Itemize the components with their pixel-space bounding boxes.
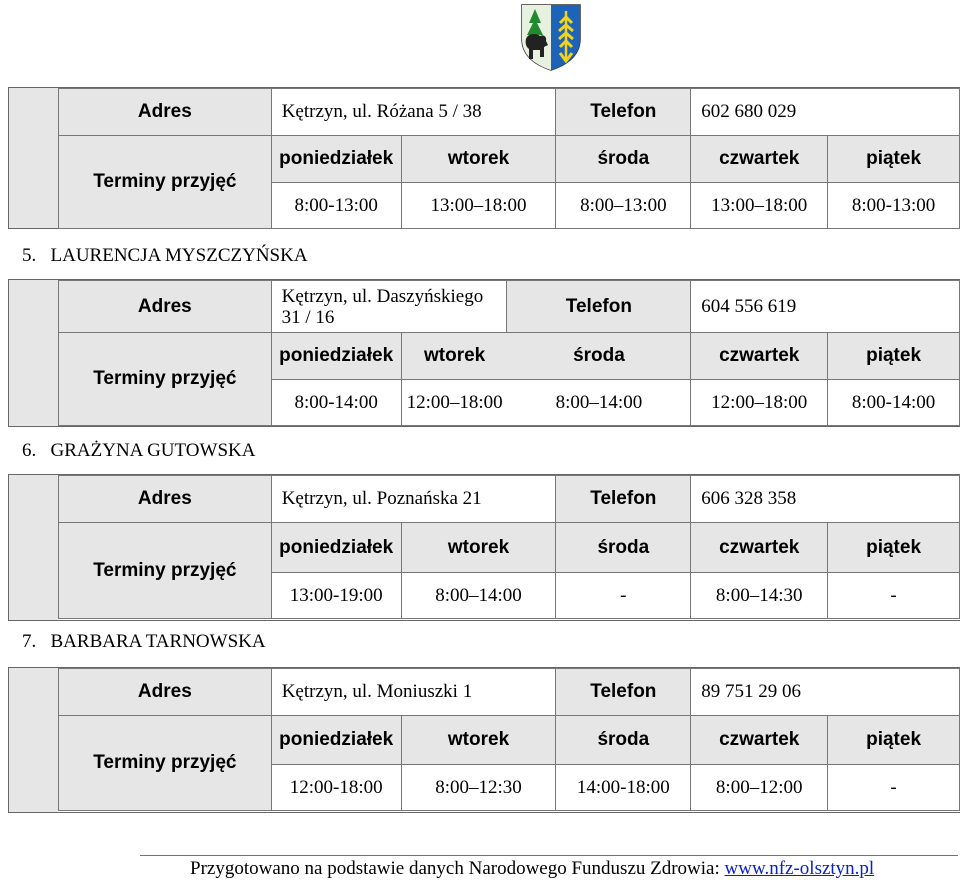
schedule-table xyxy=(58,668,960,811)
day-header xyxy=(401,333,691,380)
address-value: Kętrzyn, ul. Moniuszki 1 xyxy=(271,669,556,716)
day-header: środa xyxy=(556,136,691,183)
address-label: Adres xyxy=(59,476,272,523)
hours-label: Terminy przyjęć xyxy=(59,136,272,229)
hours-cell: 14:00-18:00 xyxy=(556,765,691,811)
hours-cell: 12:00-18:00 xyxy=(271,765,401,811)
hours-cell: 13:00–18:00 xyxy=(401,183,556,229)
hours-cell: 8:00-14:00 xyxy=(828,380,960,426)
footer-text: Przygotowano na podstawie danych Narodowego Funduszu Zdrowia: xyxy=(190,858,725,879)
hours-cell: 8:00–12:00 xyxy=(691,765,828,811)
day-header: piątek xyxy=(828,333,960,380)
hours-cell: 8:00–14:30 xyxy=(691,573,828,619)
hours-cell: 8:00-13:00 xyxy=(271,183,401,229)
schedule-table xyxy=(58,88,960,229)
person-heading xyxy=(22,245,308,267)
day-header: czwartek xyxy=(691,716,828,765)
hours-cell: 8:00–12:30 xyxy=(401,765,556,811)
address-value: Kętrzyn, ul. Różana 5 / 38 xyxy=(271,89,556,136)
phone-value: 89 751 29 06 xyxy=(691,669,960,716)
hours-cell: 12:00–18:00 xyxy=(691,380,828,426)
day-header-part: wtorek xyxy=(423,345,486,366)
hours-cell: 8:00-13:00 xyxy=(828,183,960,229)
hours-cell: 8:00–14:00 xyxy=(401,573,556,619)
hours-cell: 8:00-14:00 xyxy=(271,380,401,426)
hours-cell: - xyxy=(828,573,960,619)
address-line: 31 / 16 xyxy=(281,306,335,328)
address-line: Kętrzyn, ul. Daszyńskiego xyxy=(281,285,484,307)
footer-rule xyxy=(140,855,958,856)
person-number: 5. xyxy=(22,245,37,266)
hours-cell: 13:00-19:00 xyxy=(271,573,401,619)
hours-part: 12:00–18:00 xyxy=(406,391,503,413)
day-header: piątek xyxy=(828,523,960,573)
day-header: środa xyxy=(556,716,691,765)
coat-of-arms-icon xyxy=(520,3,582,71)
day-header: poniedziałek xyxy=(271,716,401,765)
day-header: środa xyxy=(556,523,691,573)
address-label: Adres xyxy=(59,281,272,333)
schedule-table xyxy=(58,280,960,426)
footer-link[interactable]: www.nfz-olsztyn.pl xyxy=(724,858,875,879)
doctor-block-2 xyxy=(8,279,960,427)
hours-cell: - xyxy=(828,765,960,811)
schedule-table xyxy=(58,475,960,619)
person-heading xyxy=(22,440,255,462)
hours-label: Terminy przyjęć xyxy=(59,333,272,426)
person-name: LAURENCJA MYSZCZYŃSKA xyxy=(50,245,308,266)
day-header: czwartek xyxy=(691,136,828,183)
day-header: czwartek xyxy=(691,333,828,380)
day-header: piątek xyxy=(828,136,960,183)
address-value: Kętrzyn, ul. Poznańska 21 xyxy=(271,476,556,523)
day-header: poniedziałek xyxy=(271,136,401,183)
phone-value: 606 328 358 xyxy=(691,476,960,523)
day-header: poniedziałek xyxy=(271,523,401,573)
person-heading xyxy=(22,631,266,653)
phone-label: Telefon xyxy=(556,89,691,136)
day-header-part: środa xyxy=(573,345,625,366)
person-name: GRAŻYNA GUTOWSKA xyxy=(50,440,256,461)
address-value xyxy=(271,281,507,333)
phone-value: 604 556 619 xyxy=(691,281,960,333)
day-header: wtorek xyxy=(401,716,556,765)
phone-value: 602 680 029 xyxy=(691,89,960,136)
address-label: Adres xyxy=(59,669,272,716)
address-label: Adres xyxy=(59,89,272,136)
hours-cell: 13:00–18:00 xyxy=(691,183,828,229)
footer xyxy=(190,858,874,880)
day-header: wtorek xyxy=(401,136,556,183)
phone-label: Telefon xyxy=(556,669,691,716)
hours-label: Terminy przyjęć xyxy=(59,716,272,811)
hours-cell: 8:00–13:00 xyxy=(556,183,691,229)
person-name: BARBARA TARNOWSKA xyxy=(50,631,266,652)
side-column xyxy=(9,280,58,426)
phone-label: Telefon xyxy=(507,281,691,333)
hours-cell xyxy=(401,380,691,426)
doctor-block-3 xyxy=(8,474,960,621)
side-column xyxy=(9,475,58,620)
side-column xyxy=(9,668,58,812)
doctor-block-1 xyxy=(8,87,960,229)
day-header: czwartek xyxy=(691,523,828,573)
person-number: 6. xyxy=(22,440,37,461)
doctor-block-4 xyxy=(8,667,960,813)
day-header: poniedziałek xyxy=(271,333,401,380)
hours-cell: - xyxy=(556,573,691,619)
day-header: piątek xyxy=(828,716,960,765)
hours-label: Terminy przyjęć xyxy=(59,523,272,619)
person-number: 7. xyxy=(22,631,37,652)
hours-part: 8:00–14:00 xyxy=(555,391,643,413)
day-header: wtorek xyxy=(401,523,556,573)
phone-label: Telefon xyxy=(556,476,691,523)
side-column xyxy=(9,88,58,228)
